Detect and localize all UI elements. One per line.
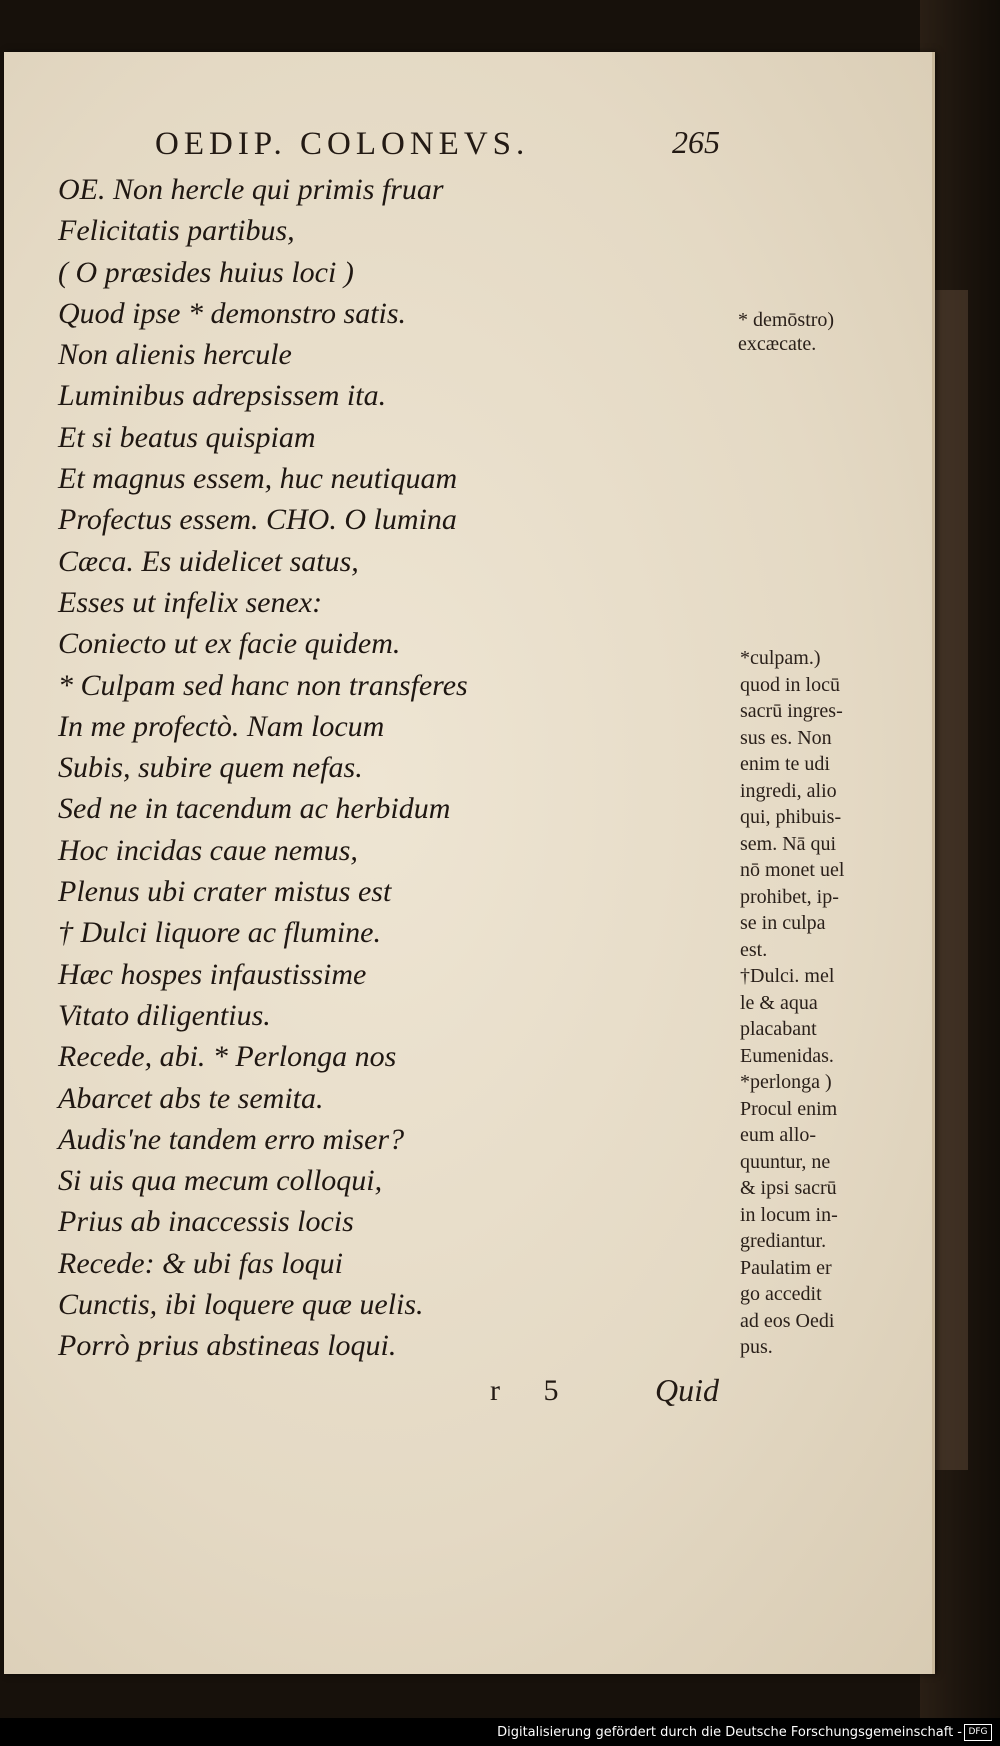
catchword: Quid	[655, 1372, 719, 1408]
verse-line: Cunctis, ibi loquere quæ uelis.	[58, 1288, 424, 1322]
marginal-note-line: prohibet, ip-	[740, 885, 839, 908]
marginal-note-line: ad eos Oedi	[740, 1309, 835, 1332]
marginal-note-line: Paulatim er	[740, 1256, 832, 1279]
marginal-note-line: *culpam.)	[740, 647, 821, 669]
marginal-note-line: * demōstro)	[738, 309, 835, 331]
page-number: 265	[672, 124, 720, 160]
marginal-note-line: ingredi, alio	[740, 779, 837, 802]
verse-line: OE. Non hercle qui primis fruar	[58, 173, 444, 206]
verse-line: † Dulci liquore ac flumine.	[58, 916, 381, 950]
marginal-note-line: sacrū ingres-	[740, 700, 843, 722]
marginal-note-line: quod in locū	[740, 673, 840, 696]
marginal-note-line: eum allo-	[740, 1124, 817, 1146]
marginal-note-line: nō monet uel	[740, 859, 845, 881]
marginal-note-line: sus es. Non	[740, 726, 832, 749]
marginal-note-line: est.	[740, 938, 768, 961]
marginal-note-line: excæcate.	[738, 333, 817, 355]
marginal-note-line: placabant	[740, 1018, 817, 1040]
verse-line: Et magnus essem, huc neutiquam	[58, 462, 458, 496]
marginal-note-line: Eumenidas.	[740, 1044, 834, 1067]
marginal-note-line: qui, phibuis-	[740, 806, 842, 828]
verse-line: Esses ut infelix senex:	[58, 585, 323, 619]
verse-line: Si uis qua mecum colloqui,	[58, 1164, 383, 1198]
verse-line: Recede, abi. * Perlonga nos	[58, 1040, 397, 1074]
marginal-note-line: le & aqua	[740, 991, 818, 1014]
verse-line: Coniecto ut ex facie quidem.	[58, 627, 401, 661]
marginal-note-line: in locum in-	[740, 1203, 838, 1226]
verse-line: Et si beatus quispiam	[58, 420, 316, 454]
verse-line: Profectus essem. CHO. O lumina	[58, 503, 457, 537]
verse-line: Felicitatis partibus,	[58, 214, 295, 248]
digitization-footer	[0, 1718, 1000, 1746]
verse-line: Subis, subire quem nefas.	[58, 751, 363, 785]
verse-line: Non alienis hercule	[58, 338, 292, 372]
verse-line: Prius ab inaccessis locis	[58, 1205, 354, 1239]
verse-line: Sed ne in tacendum ac herbidum	[58, 792, 451, 826]
dfg-logo: DFG	[964, 1724, 992, 1741]
marginal-note-line: pus.	[740, 1336, 773, 1358]
verse-line: Cæca. Es uidelicet satus,	[58, 544, 359, 578]
verse-line: In me profectò. Nam locum	[58, 709, 385, 743]
verse-line: Recede: & ubi fas loqui	[58, 1246, 343, 1280]
verse-line: Hoc incidas caue nemus,	[58, 833, 358, 867]
marginal-note-line: se in culpa	[740, 912, 826, 934]
marginal-note-line: quuntur, ne	[740, 1150, 831, 1173]
verse-line: * Culpam sed hanc non transferes	[58, 668, 468, 702]
marginal-note-line: enim te udi	[740, 753, 830, 775]
marginal-note-main	[740, 645, 900, 1361]
verse-line: Plenus ubi crater mistus est	[58, 875, 392, 909]
marginal-note-line: †Dulci. mel	[740, 965, 835, 987]
verse-line: ( O præsides huius loci )	[58, 255, 354, 289]
verse-text-column	[58, 169, 698, 1367]
verse-line: Audis'ne tandem erro miser?	[58, 1122, 405, 1156]
verse-line: Luminibus adrepsissem ita.	[58, 379, 387, 413]
verse-line: Abarcet abs te semita.	[58, 1081, 324, 1115]
marginal-note-line: go accedit	[740, 1283, 822, 1305]
footer-credit-text: Digitalisierung gefördert durch die Deutsche Forschungsgemeinschaft -	[497, 1725, 962, 1740]
marginal-note-line: & ipsi sacrū	[740, 1177, 837, 1199]
verse-line: Porrò prius abstineas loqui.	[58, 1329, 397, 1363]
marginal-note-line: Procul enim	[740, 1097, 838, 1120]
marginal-note-line: sem. Nā qui	[740, 832, 837, 855]
marginal-note-line: grediantur.	[740, 1230, 827, 1252]
verse-line: Vitato diligentius.	[58, 998, 271, 1032]
marginal-note-top	[738, 308, 898, 356]
signature-mark: r 5	[490, 1374, 577, 1407]
verse-line: Quod ipse * demonstro satis.	[58, 296, 407, 330]
running-title: OEDIP. COLONEVS.	[155, 126, 530, 162]
verse-line: Hæc hospes infaustissime	[58, 957, 367, 991]
marginal-note-line: *perlonga )	[740, 1071, 832, 1093]
